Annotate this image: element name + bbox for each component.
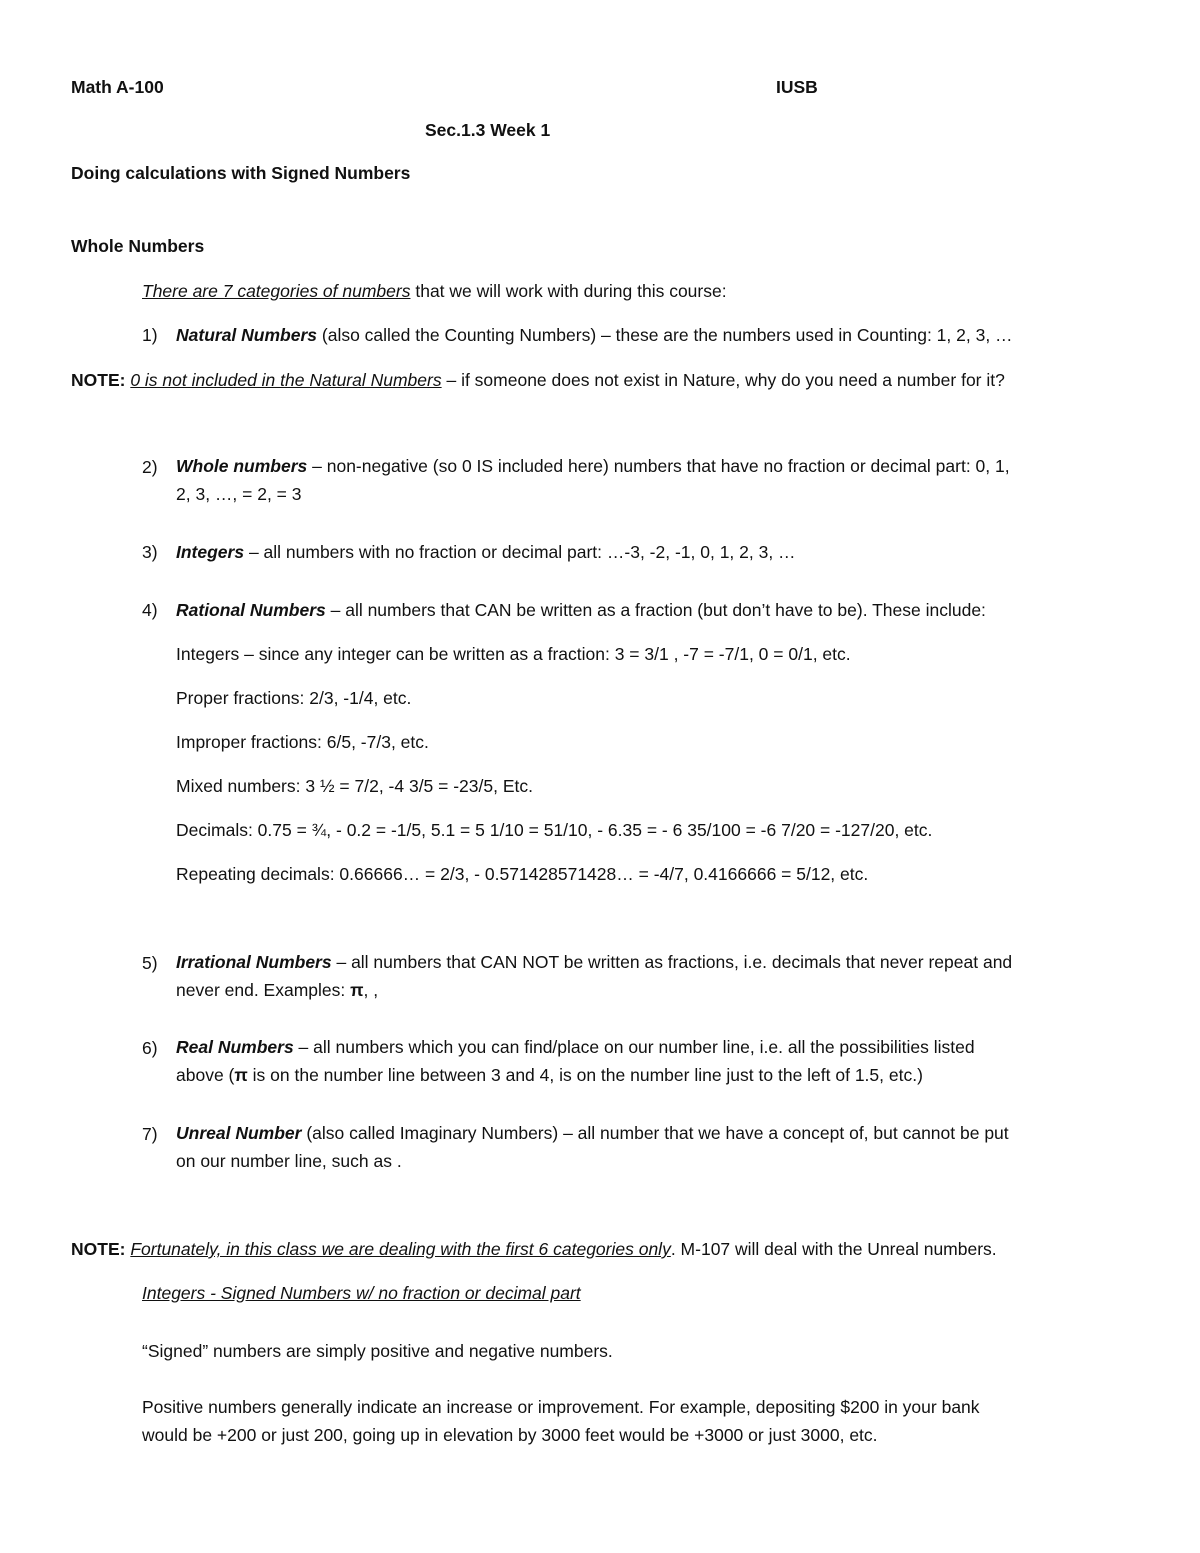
item-7-line-1 [176, 1119, 1009, 1147]
item-5-examples-text: never end. Examples: [176, 980, 351, 1000]
item-3-number: 3) [142, 542, 158, 562]
item-7-block [176, 1119, 1009, 1175]
rational-improper-fractions: Improper fractions: 6/5, -7/3, etc. [176, 732, 429, 752]
item-4-text: – all numbers that CAN be written as a fraction (but don’t have to be). These include: [325, 600, 986, 620]
note-natural-numbers [71, 369, 1005, 391]
item-1-line [176, 324, 1013, 346]
item-2-block [176, 452, 1010, 508]
item-5-line-2 [176, 976, 1012, 1004]
item-5-examples-rest: , , [363, 980, 379, 1000]
item-5-line-1 [176, 948, 1012, 976]
item-7-line-2: on our number line, such as . [176, 1151, 402, 1171]
pi-symbol: π [234, 1065, 248, 1085]
section-label: Sec.1.3 Week 1 [425, 120, 551, 140]
item-3-text: – all numbers with no fraction or decimal part: …-3, -2, -1, 0, 1, 2, 3, … [244, 542, 796, 562]
note-2-rest: . M-107 will deal with the Unreal numbers. [670, 1239, 997, 1259]
note-1-label: NOTE: [71, 370, 126, 390]
rational-repeating-decimals: Repeating decimals: 0.66666… = 2/3, - 0.571428571428… = -4/7, 0.4166666 = 5/12, etc. [176, 864, 869, 884]
positive-line-1: Positive numbers generally indicate an increase or improvement. For example, depositing $200 in your bank [142, 1397, 980, 1417]
positive-line-2: would be +200 or just 200, going up in elevation by 3000 feet would be +3000 or just 3000, etc. [142, 1425, 878, 1445]
item-6-block [176, 1033, 975, 1089]
item-6-line-2 [176, 1061, 975, 1089]
course-label: Math A-100 [71, 77, 164, 97]
rational-proper-fractions: Proper fractions: 2/3, -1/4, etc. [176, 688, 412, 708]
item-7-number: 7) [142, 1124, 158, 1144]
item-7-text: (also called Imaginary Numbers) – all number that we have a concept of, but cannot be put [301, 1123, 1009, 1143]
item-4-line [176, 599, 986, 621]
pi-symbol: π [350, 980, 364, 1000]
item-1-term: Natural Numbers [176, 325, 318, 345]
item-2-line-2: 2, 3, …, = 2, = 3 [176, 484, 302, 504]
note-1-rest: – if someone does not exist in Nature, why do you need a number for it? [441, 370, 1005, 390]
item-2-term: Whole numbers [176, 456, 308, 476]
item-6-text: – all numbers which you can find/place on our number line, i.e. all the possibilities listed [293, 1037, 975, 1057]
document-title: Doing calculations with Signed Numbers [71, 163, 411, 183]
item-5-block [176, 948, 1012, 1004]
intro-line [142, 280, 727, 302]
item-6-line-1 [176, 1033, 975, 1061]
item-6-line-2-pre: above ( [176, 1065, 235, 1085]
note-categories [71, 1238, 997, 1260]
item-1-number: 1) [142, 325, 158, 345]
integers-subheading: Integers - Signed Numbers w/ no fraction or decimal part [142, 1283, 581, 1303]
section-heading: Whole Numbers [71, 236, 205, 256]
item-7-term: Unreal Number [176, 1123, 302, 1143]
item-5-number: 5) [142, 953, 158, 973]
item-6-line-2-post: is on the number line between 3 and 4, is on the number line just to the left of 1.5, etc.) [247, 1065, 923, 1085]
positive-paragraph [142, 1393, 980, 1449]
item-3-term: Integers [176, 542, 245, 562]
school-label: IUSB [776, 77, 818, 97]
note-2-underlined: Fortunately, in this class we are dealing with the first 6 categories only [130, 1239, 671, 1259]
item-2-line-1 [176, 452, 1010, 480]
rational-integers: Integers – since any integer can be written as a fraction: 3 = 3/1 , -7 = -7/1, 0 = 0/1, etc. [176, 644, 851, 664]
note-2-label: NOTE: [71, 1239, 126, 1259]
intro-underlined: There are 7 categories of numbers [142, 281, 411, 301]
rational-decimals: Decimals: 0.75 = ¾, - 0.2 = -1/5, 5.1 = 5 1/10 = 51/10, - 6.35 = - 6 35/100 = -6 7/20 = -127/20, etc. [176, 820, 933, 840]
note-1-underlined: 0 is not included in the Natural Numbers [130, 370, 442, 390]
item-1-text: (also called the Counting Numbers) – these are the numbers used in Counting: 1, 2, 3, … [317, 325, 1013, 345]
item-4-term: Rational Numbers [176, 600, 326, 620]
item-2-text: – non-negative (so 0 IS included here) numbers that have no fraction or decimal part: 0, 1, [307, 456, 1010, 476]
item-6-term: Real Numbers [176, 1037, 294, 1057]
intro-rest: that we will work with during this course: [410, 281, 727, 301]
item-3-line [176, 541, 796, 563]
rational-mixed-numbers: Mixed numbers: 3 ½ = 7/2, -4 3/5 = -23/5, Etc. [176, 776, 533, 796]
item-5-text: – all numbers that CAN NOT be written as fractions, i.e. decimals that never repeat and [331, 952, 1013, 972]
item-5-term: Irrational Numbers [176, 952, 332, 972]
signed-definition: “Signed” numbers are simply positive and negative numbers. [142, 1341, 613, 1361]
item-4-number: 4) [142, 600, 158, 620]
item-6-number: 6) [142, 1038, 158, 1058]
item-2-number: 2) [142, 457, 158, 477]
